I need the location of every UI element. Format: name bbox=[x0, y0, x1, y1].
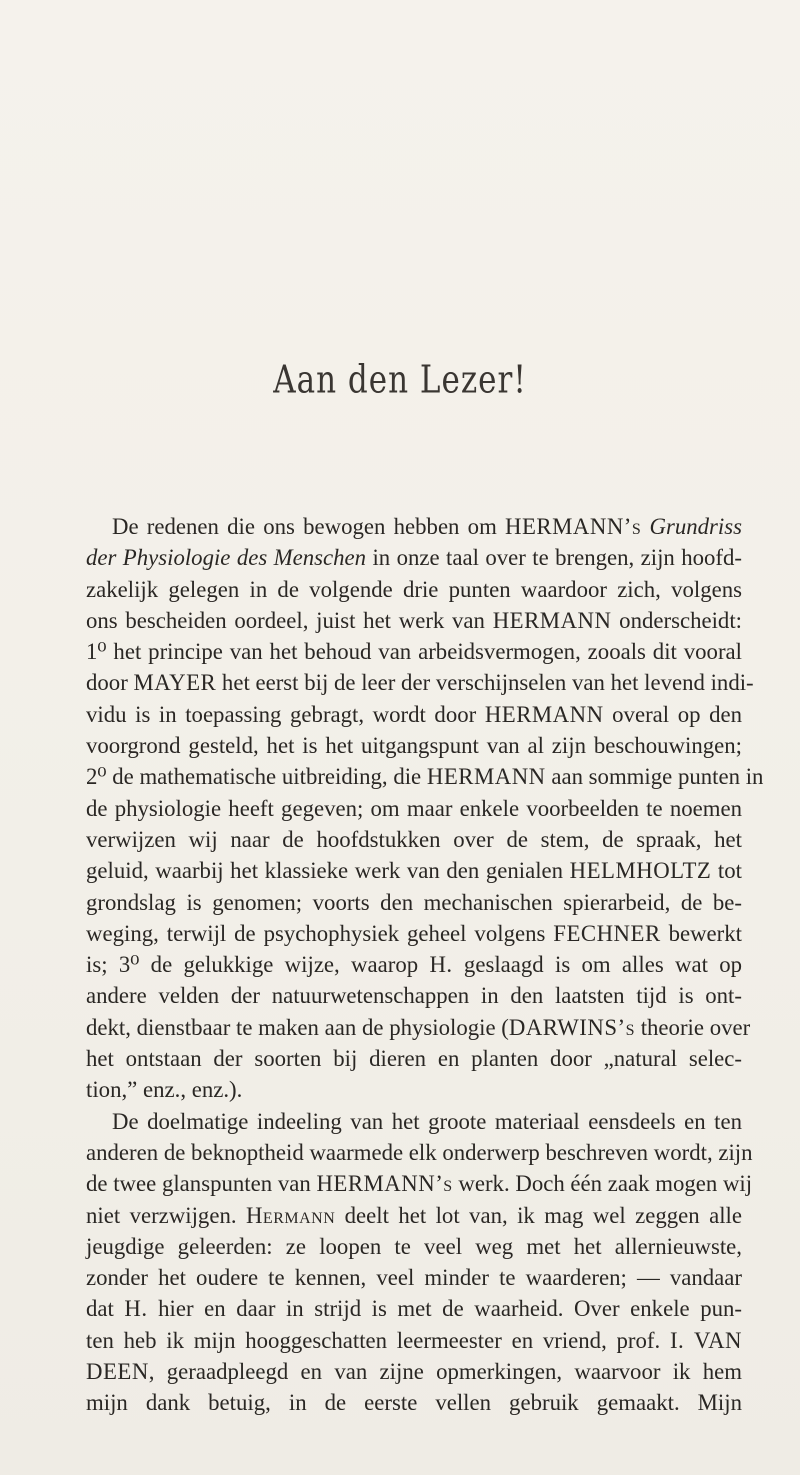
small-caps-name: H. bbox=[124, 1296, 148, 1322]
page-heading: Aan den Lezer! bbox=[273, 357, 527, 403]
small-caps-name: HERMANN bbox=[426, 764, 546, 790]
text-run: onderscheidt: bbox=[611, 607, 742, 633]
text-line bbox=[86, 1231, 742, 1262]
text-run: zakelijk gelegen in de volgende drie punten waardoor zich, volgens bbox=[86, 576, 742, 602]
text-line bbox=[86, 667, 754, 698]
text-line bbox=[86, 636, 742, 667]
text-run: grondslag is genomen; voorts den mechanischen spierarbeid, de be- bbox=[86, 889, 742, 915]
text-line bbox=[86, 855, 742, 886]
body-text bbox=[86, 511, 764, 1419]
text-line bbox=[86, 1293, 742, 1324]
text-line bbox=[86, 1012, 751, 1043]
text-run: anderen de beknoptheid waarmede elk onderwerp beschreven wordt, zijn bbox=[86, 1139, 753, 1165]
text-line bbox=[86, 949, 742, 980]
text-line bbox=[86, 887, 742, 918]
text-run bbox=[641, 514, 649, 539]
small-caps-name: HERMANN’s bbox=[505, 514, 642, 539]
small-caps-name: DEEN bbox=[86, 1359, 149, 1385]
text-run: door bbox=[86, 670, 134, 696]
text-line bbox=[86, 761, 764, 792]
text-run: weging, terwijl de psychophysiek geheel volgens bbox=[86, 920, 554, 946]
text-run: geluid, waarbij het klassieke werk van den genialen bbox=[86, 858, 570, 884]
small-caps-name: HERMANN bbox=[492, 607, 612, 633]
text-run: deelt het lot van, ik mag wel zeggen alle bbox=[335, 1202, 742, 1228]
text-run: het eerst bij de leer der verschijnselen van het levend indi- bbox=[216, 670, 754, 696]
text-line bbox=[86, 793, 742, 824]
text-line bbox=[86, 1137, 753, 1168]
text-run: hier en daar in strijd is met de waarheid. Over enkele pun- bbox=[147, 1296, 742, 1322]
text-line bbox=[86, 699, 742, 730]
text-line bbox=[86, 574, 742, 605]
text-run: vidu is in toepassing gebragt, wordt door bbox=[86, 701, 485, 727]
text-run: jeugdige geleerden: ze loopen te veel weg met het allernieuwste, bbox=[86, 1233, 742, 1259]
text-run: 2⁰ de mathematische uitbreiding, die bbox=[86, 764, 427, 790]
small-caps-name: H. bbox=[429, 952, 453, 978]
text-run: tot bbox=[711, 858, 742, 884]
text-line bbox=[86, 1262, 742, 1293]
text-run: de twee glanspunten van bbox=[86, 1171, 317, 1197]
text-line bbox=[86, 511, 742, 542]
text-line bbox=[86, 824, 742, 855]
text-run: dekt, dienstbaar te maken aan de physiologie ( bbox=[86, 1014, 509, 1040]
text-run: dat bbox=[86, 1296, 125, 1322]
small-caps-name: HERMANN bbox=[484, 701, 604, 727]
text-run: tion,” enz., enz.). bbox=[86, 1077, 243, 1103]
text-line bbox=[86, 1168, 753, 1199]
text-run: overal op den bbox=[603, 701, 742, 727]
text-line bbox=[86, 730, 742, 761]
text-run: niet verzwijgen. bbox=[86, 1202, 246, 1228]
text-line bbox=[86, 1387, 742, 1418]
text-line bbox=[86, 1325, 742, 1356]
small-caps-name: HERMANN’s bbox=[316, 1171, 453, 1197]
small-caps-name: DARWINS’s bbox=[508, 1014, 635, 1040]
small-caps-name: FECHNER bbox=[553, 920, 661, 946]
text-line bbox=[86, 1074, 742, 1105]
text-run: het ontstaan der soorten bij dieren en planten door „natural selec- bbox=[86, 1046, 742, 1072]
text-run: andere velden der natuurwetenschappen in den laatsten tijd is ont- bbox=[86, 983, 742, 1009]
text-line bbox=[86, 605, 742, 636]
text-line bbox=[86, 1043, 742, 1074]
text-line bbox=[86, 980, 742, 1011]
text-line bbox=[86, 542, 742, 573]
text-line bbox=[86, 1356, 742, 1387]
text-run: mijn dank betuig, in de eerste vellen gebruik gemaakt. Mijn bbox=[86, 1390, 742, 1416]
italic-title: Grundriss bbox=[649, 514, 742, 539]
small-caps-name: I. VAN bbox=[669, 1327, 743, 1353]
small-caps-name: MAYER bbox=[133, 670, 217, 696]
text-line bbox=[86, 918, 742, 949]
text-line bbox=[86, 1200, 742, 1231]
text-run: is; 3⁰ de gelukkige wijze, waarop bbox=[86, 952, 430, 978]
text-run: de physiologie heeft gegeven; om maar enkele voorbeelden te noemen bbox=[86, 795, 742, 821]
text-run: ons bescheiden oordeel, juist het werk van bbox=[86, 607, 493, 633]
text-line bbox=[86, 1106, 742, 1137]
text-run: geslaagd is om alles wat op bbox=[452, 952, 743, 978]
text-run: zonder het oudere te kennen, veel minder te waarderen; — vandaar bbox=[86, 1265, 742, 1291]
text-run: , geraadpleegd en van zijne opmerkingen, waarvoor ik hem bbox=[148, 1359, 742, 1385]
text-run: De redenen die ons bewogen hebben om bbox=[112, 514, 506, 539]
italic-title: der Physiologie des Menschen bbox=[86, 545, 367, 571]
text-run: 1⁰ het principe van het behoud van arbeidsvermogen, zooals dit vooral bbox=[86, 639, 742, 665]
text-run: werk. Doch één zaak mogen wij bbox=[452, 1171, 753, 1197]
small-caps-name: HELMHOLTZ bbox=[569, 858, 712, 884]
text-run: ten heb ik mijn hooggeschatten leermeester en vriend, prof. bbox=[86, 1327, 670, 1353]
text-run: bewerkt bbox=[660, 920, 743, 946]
text-run: voorgrond gesteld, het is het uitgangspunt van al zijn beschouwingen; bbox=[86, 733, 742, 759]
text-run: theorie over bbox=[635, 1014, 751, 1040]
small-caps-name: Hermann bbox=[245, 1202, 336, 1228]
text-run: De doelmatige indeeling van het groote materiaal eensdeels en ten bbox=[112, 1108, 742, 1134]
text-run: verwijzen wij naar de hoofdstukken over de stem, de spraak, het bbox=[86, 826, 742, 852]
text-run: aan sommige punten in bbox=[545, 764, 764, 790]
text-run: in onze taal over te brengen, zijn hoofd- bbox=[366, 545, 742, 571]
